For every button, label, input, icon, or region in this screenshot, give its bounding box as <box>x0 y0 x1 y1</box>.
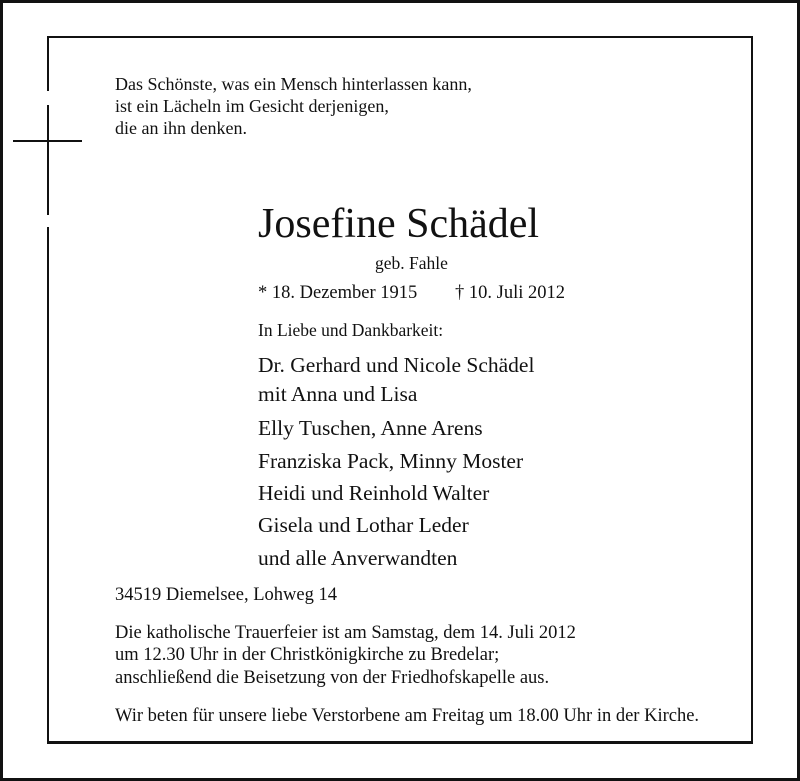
quote-line: die an ihn denken. <box>115 118 247 138</box>
maiden-name: geb. Fahle <box>375 253 448 273</box>
death-date: † 10. Juli 2012 <box>455 283 565 303</box>
ceremony-line: Die katholische Trauerfeier ist am Samstag, dem 14. Juli 2012 <box>115 623 576 643</box>
mourner-line: Gisela und Lothar Leder <box>258 513 469 537</box>
deceased-name: Josefine Schädel <box>258 201 540 247</box>
mourner-line: Elly Tuschen, Anne Arens <box>258 416 483 440</box>
prayer-note: Wir beten für unsere liebe Verstorbene am Freitag um 18.00 Uhr in der Kirche. <box>115 706 700 726</box>
frame-left-top <box>47 36 49 91</box>
ceremony-line: um 12.30 Uhr in der Christkönigkirche zu Bredelar; <box>115 645 500 665</box>
mourners-intro: In Liebe und Dankbarkeit: <box>258 320 444 340</box>
address: 34519 Diemelsee, Lohweg 14 <box>115 585 337 605</box>
frame-left-bottom <box>47 227 49 743</box>
ceremony-line: anschließend die Beisetzung von der Friedhofskapelle aus. <box>115 668 550 688</box>
mourner-line: Franziska Pack, Minny Moster <box>258 449 524 473</box>
mourner-line: mit Anna und Lisa <box>258 382 418 406</box>
mourner-line: Heidi und Reinhold Walter <box>258 481 490 505</box>
quote-line: Das Schönste, was ein Mensch hinterlassen kann, <box>115 74 472 94</box>
mourner-line: und alle Anverwandten <box>258 546 458 570</box>
frame-bottom <box>47 741 753 744</box>
quote-line: ist ein Lächeln im Gesicht derjenigen, <box>115 96 389 116</box>
mourner-line: Dr. Gerhard und Nicole Schädel <box>258 353 535 377</box>
frame-top <box>47 36 753 38</box>
birth-date: * 18. Dezember 1915 <box>258 283 418 303</box>
frame-right <box>751 36 753 743</box>
